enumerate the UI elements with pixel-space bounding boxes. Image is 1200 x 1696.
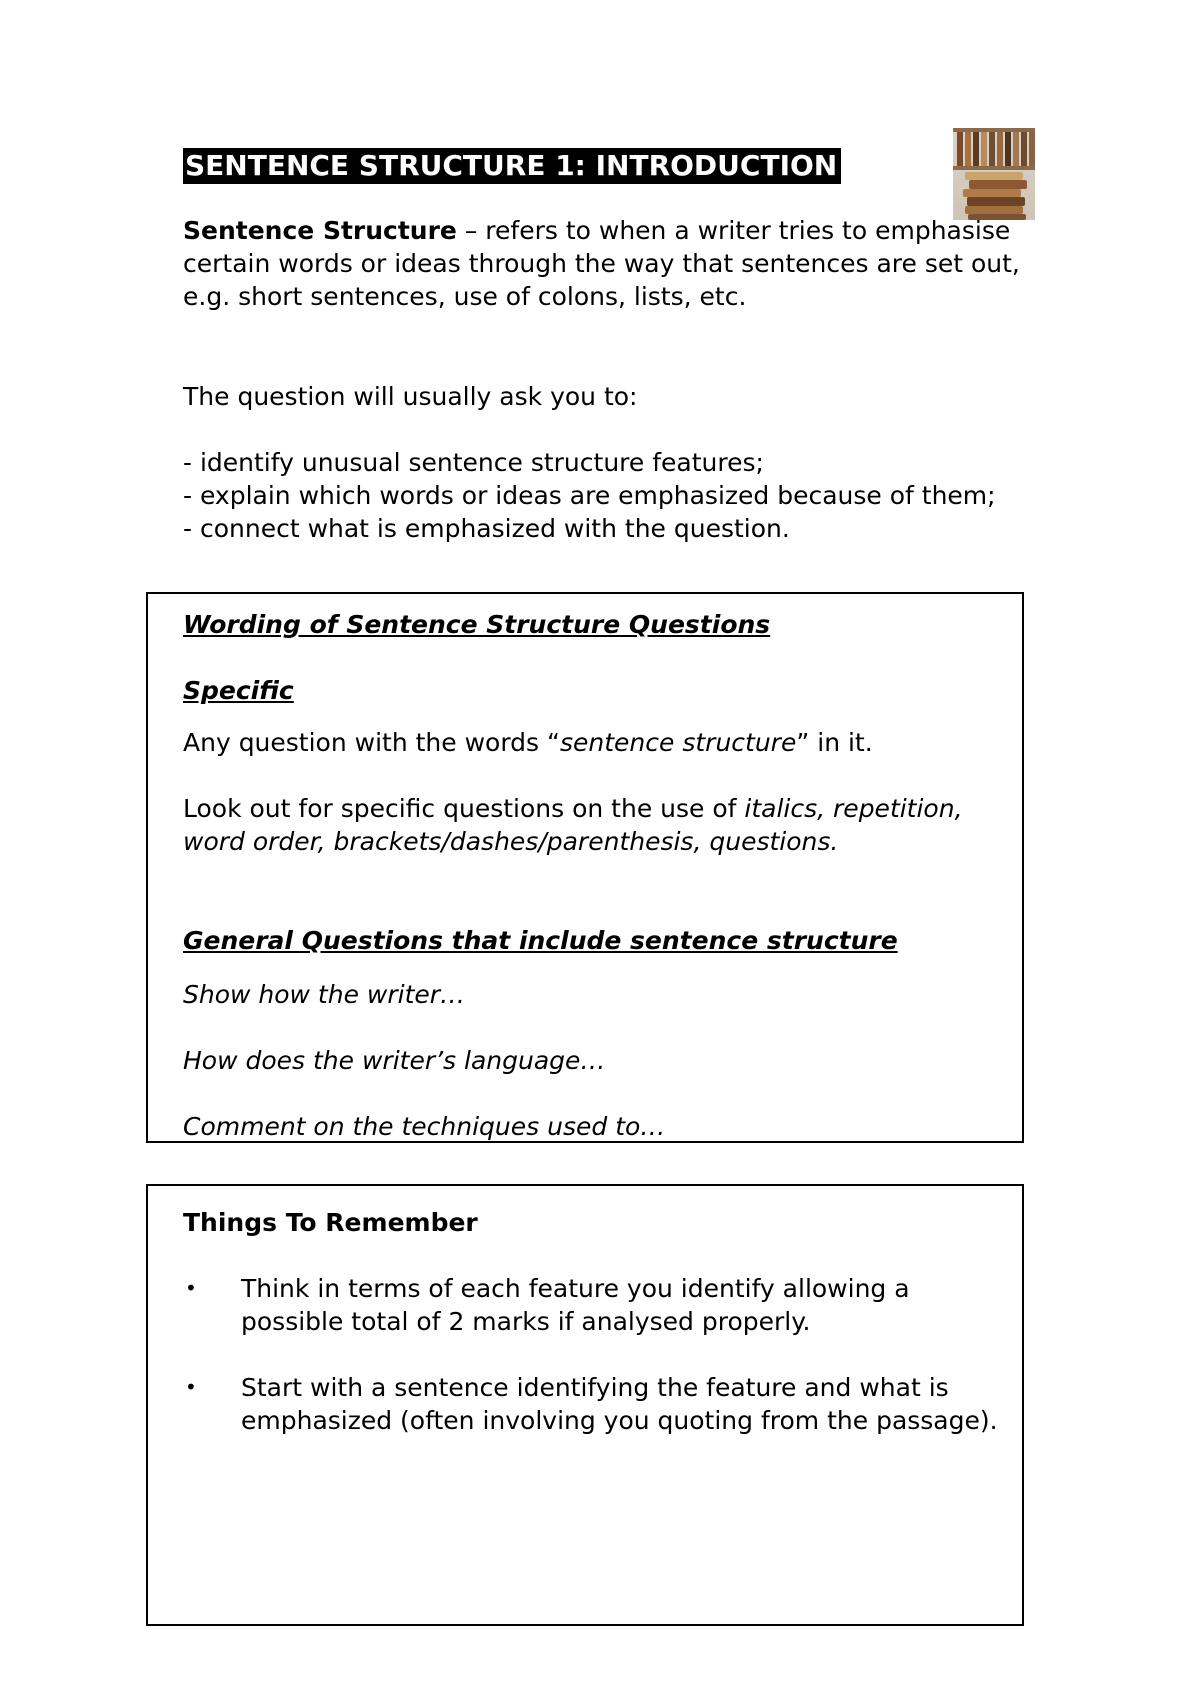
bullet-icon: • xyxy=(185,1276,197,1300)
intro-definition xyxy=(183,214,1033,313)
list-item: - connect what is emphasized with the question. xyxy=(183,514,790,543)
specific-line: Any question with the words “sentence structure” in it. xyxy=(183,728,873,757)
books-photo xyxy=(953,128,1035,220)
example-question: Show how the writer… xyxy=(183,980,466,1009)
general-heading: General Questions that include sentence structure xyxy=(183,926,898,955)
term-label: Sentence Structure xyxy=(183,216,457,245)
list-item: - identify unusual sentence structure features; xyxy=(183,448,764,477)
example-question: How does the writer’s language… xyxy=(183,1046,606,1075)
example-question: Comment on the techniques used to… xyxy=(183,1112,666,1141)
lookout-line: Look out for specific questions on the use of italics, repetition, word order, brackets/dashes/parenthesis, questions. xyxy=(183,794,963,856)
remember-heading: Things To Remember xyxy=(183,1208,478,1237)
list-item: - explain which words or ideas are emphasized because of them; xyxy=(183,481,996,510)
remember-list xyxy=(183,1272,1013,1470)
page-title: SENTENCE STRUCTURE 1: INTRODUCTION xyxy=(183,148,841,184)
wording-heading: Wording of Sentence Structure Questions xyxy=(183,610,771,639)
wording-box xyxy=(146,592,1024,1143)
list-item: • Think in terms of each feature you identify allowing a possible total of 2 marks if analysed properly. xyxy=(185,1274,910,1336)
list-item: • Start with a sentence identifying the feature and what is emphasized (often involving you quoting from the passage). xyxy=(185,1373,998,1435)
specific-heading: Specific xyxy=(183,676,294,705)
term-definition: – refers to when a writer tries to emphasise certain words or ideas through the way that sentences are set out, e.g. short sentences, use of colons, lists, etc. xyxy=(183,216,1020,311)
question-lead: The question will usually ask you to: xyxy=(183,382,638,411)
bullet-icon: • xyxy=(185,1375,197,1399)
remember-box xyxy=(146,1184,1024,1626)
task-list xyxy=(183,446,1033,545)
